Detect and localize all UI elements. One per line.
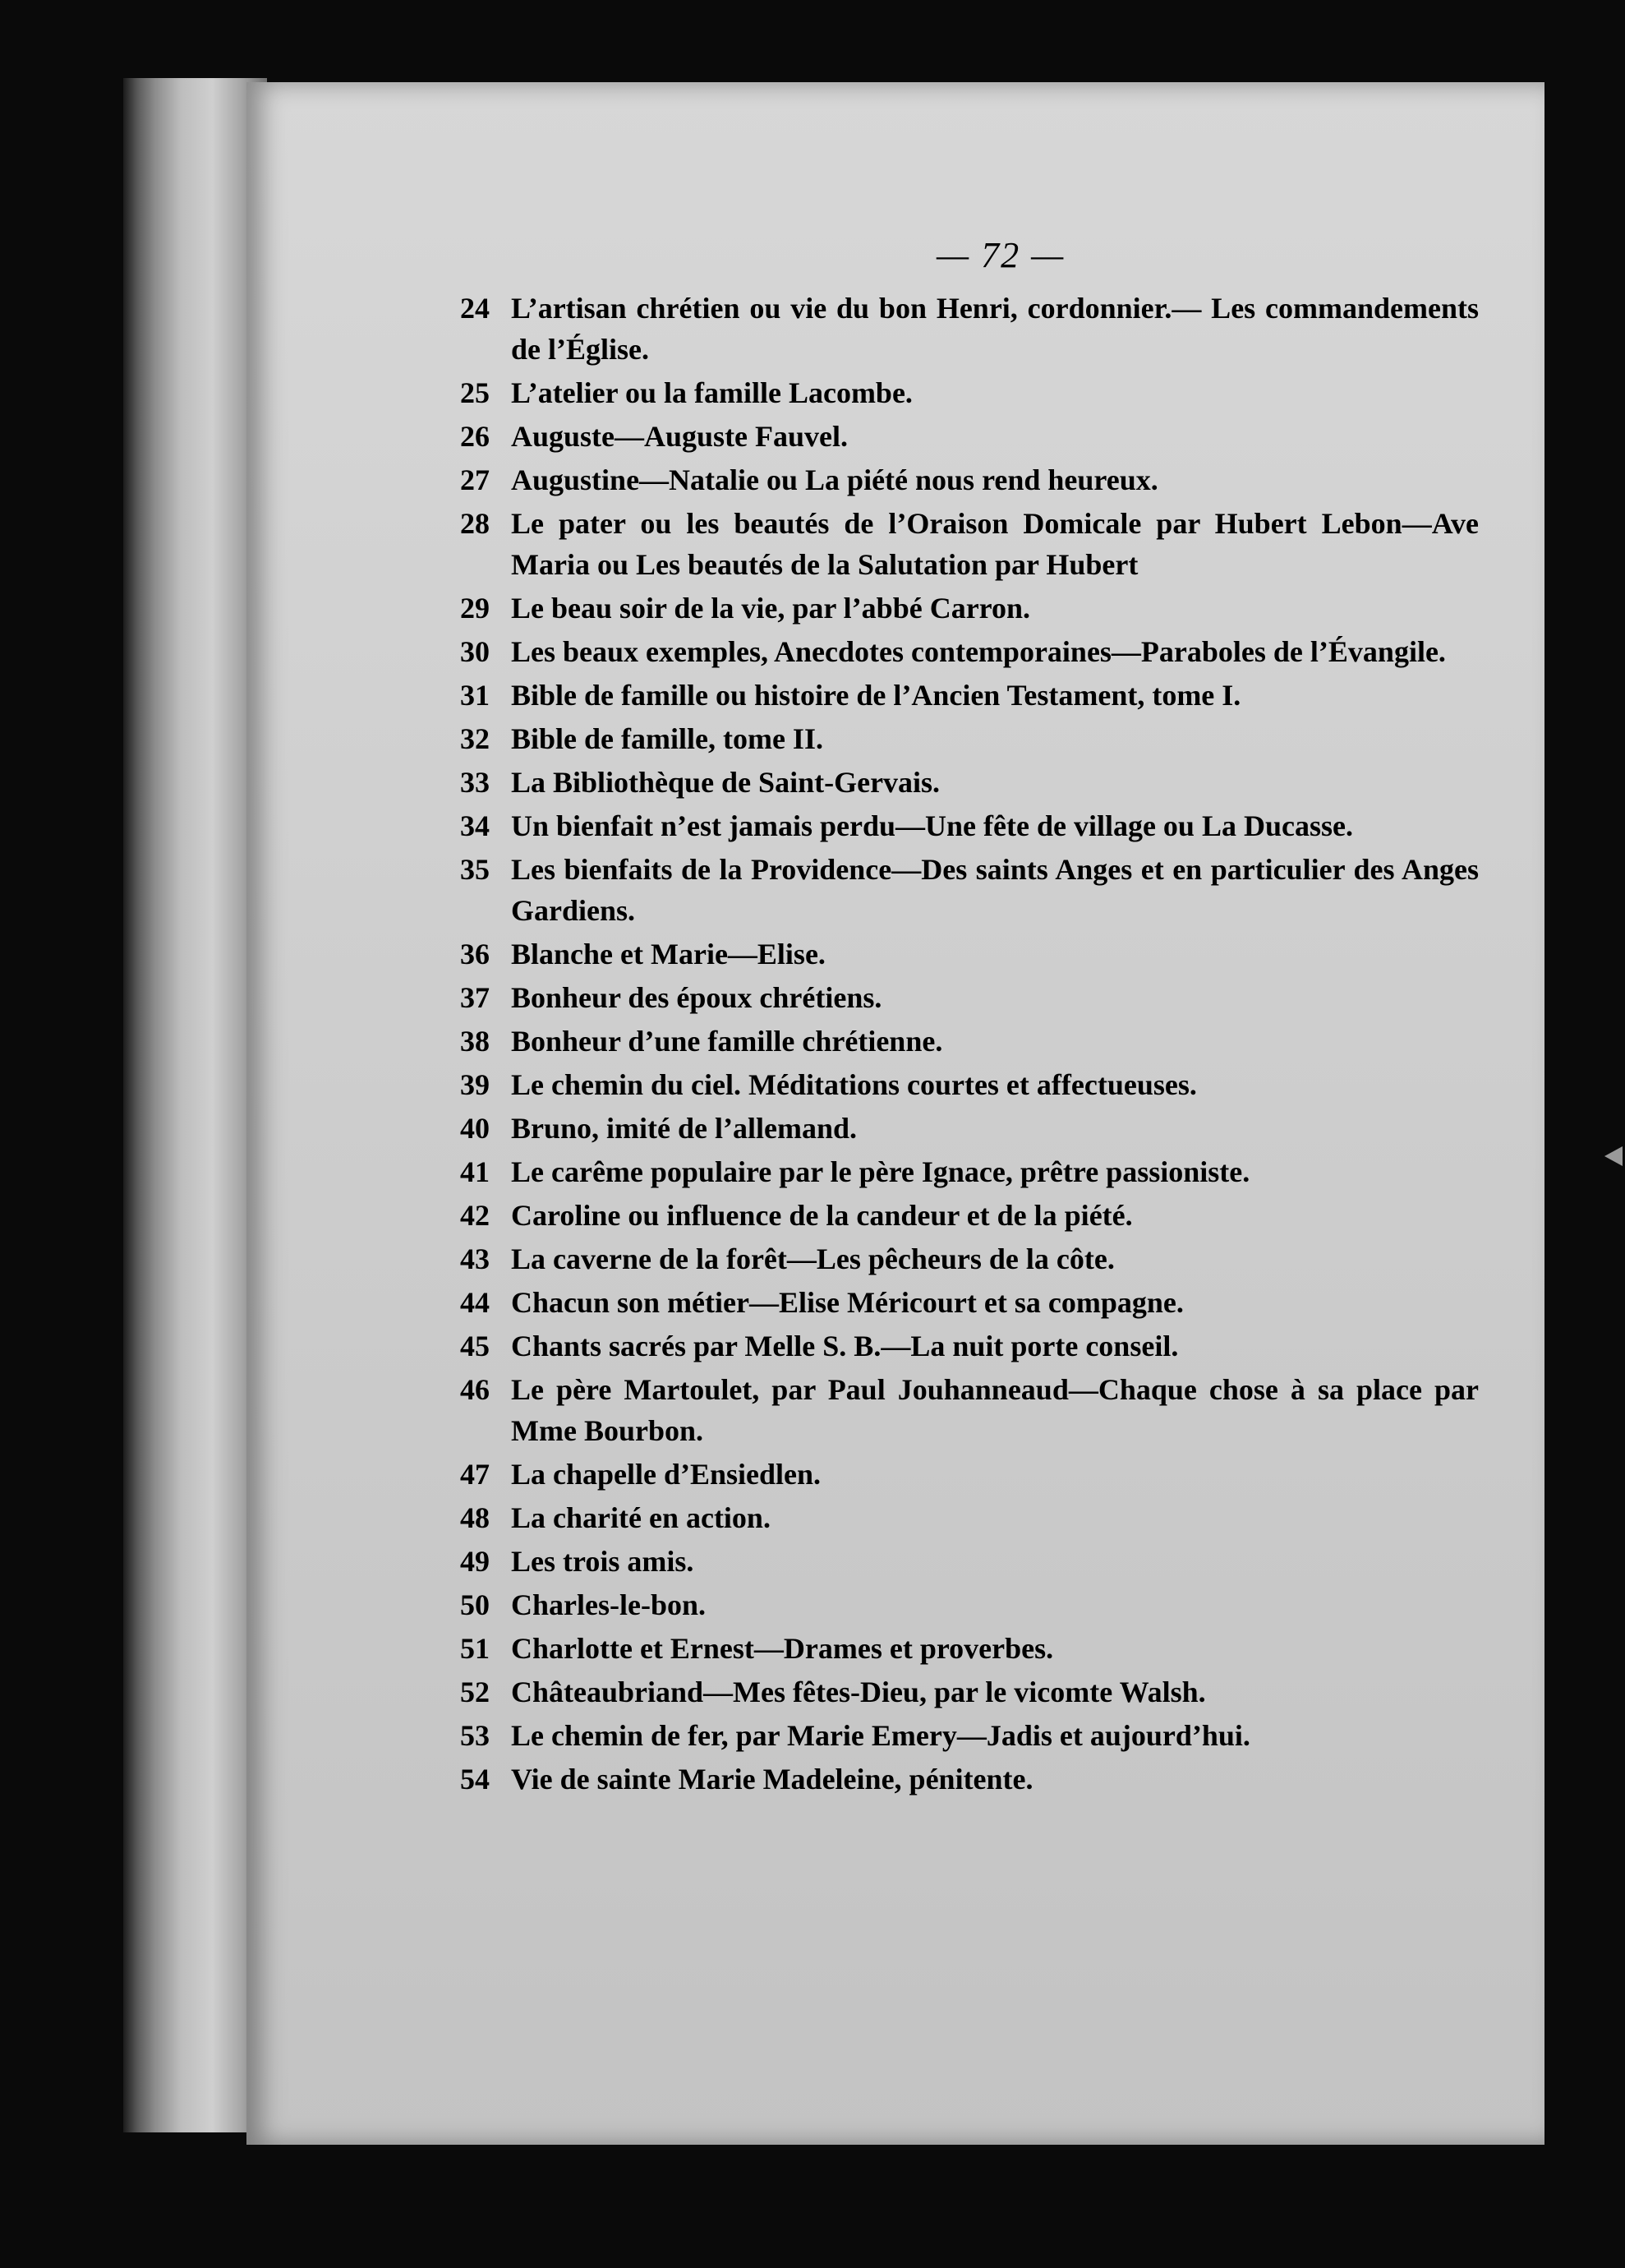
catalog-entry (460, 977, 1479, 1018)
entry-title: Le chemin du ciel. Méditations courtes et affectueuses. (511, 1068, 1197, 1101)
entry-title: Le pater ou les beautés de l’Oraison Domicale par Hubert Lebon—Ave Maria ou Les beautés de la Salutation par Hubert (511, 507, 1479, 581)
entry-title: Bible de famille ou histoire de l’Ancien Testament, tome I. (511, 679, 1241, 712)
entry-number: 27 (460, 463, 490, 496)
catalog-entry (460, 1151, 1479, 1192)
entry-title: Un bienfait n’est jamais perdu—Une fête de village ou La Ducasse. (511, 809, 1353, 842)
catalog-entry (460, 1369, 1479, 1451)
entry-number: 35 (460, 853, 490, 886)
entry-number: 45 (460, 1330, 490, 1362)
entry-number: 29 (460, 592, 490, 625)
catalog-entry (460, 1282, 1479, 1323)
catalog-entry (460, 1454, 1479, 1495)
catalog-entry (460, 1671, 1479, 1713)
entry-title: Blanche et Marie—Elise. (511, 938, 826, 970)
catalog-entry (460, 1497, 1479, 1538)
catalog-entry (460, 805, 1479, 846)
catalog-entry (460, 1238, 1479, 1279)
entry-number: 25 (460, 376, 490, 409)
entry-number: 47 (460, 1458, 490, 1491)
entry-title: Le carême populaire par le père Ignace, prêtre passioniste. (511, 1155, 1250, 1188)
entry-title: Les trois amis. (511, 1545, 694, 1578)
entry-number: 42 (460, 1199, 490, 1232)
entry-number: 44 (460, 1286, 490, 1319)
entry-number: 50 (460, 1588, 490, 1621)
entry-title: Le père Martoulet, par Paul Jouhanneaud—Chaque chose à sa place par Mme Bourbon. (511, 1373, 1479, 1447)
entry-number: 54 (460, 1763, 490, 1796)
entry-number: 46 (460, 1373, 490, 1406)
catalog-entry (460, 631, 1479, 672)
catalog-entry (460, 1541, 1479, 1582)
catalog-entry (460, 675, 1479, 716)
entry-title: L’atelier ou la famille Lacombe. (511, 376, 913, 409)
entry-title: La chapelle d’Ensiedlen. (511, 1458, 822, 1491)
entry-number: 40 (460, 1112, 490, 1145)
entry-title: Caroline ou influence de la candeur et de la piété. (511, 1199, 1133, 1232)
book-binding-edge (123, 78, 267, 2132)
entry-title: Charles-le-bon. (511, 1588, 706, 1621)
entry-title: Le chemin de fer, par Marie Emery—Jadis et aujourd’hui. (511, 1719, 1250, 1752)
catalog-entry (460, 1325, 1479, 1367)
page-number: — 72 — (937, 235, 1066, 275)
entry-title: Le beau soir de la vie, par l’abbé Carron. (511, 592, 1031, 625)
entry-title: L’artisan chrétien ou vie du bon Henri, cordonnier.— Les commandements de l’Église. (511, 292, 1479, 366)
catalog-list (460, 288, 1479, 1802)
catalog-entry (460, 718, 1479, 759)
catalog-entry (460, 762, 1479, 803)
entry-number: 52 (460, 1676, 490, 1708)
entry-title: Bruno, imité de l’allemand. (511, 1112, 857, 1145)
catalog-entry (460, 588, 1479, 629)
catalog-entry (460, 1108, 1479, 1149)
entry-number: 43 (460, 1242, 490, 1275)
catalog-entry (460, 1021, 1479, 1062)
entry-title: Charlotte et Ernest—Drames et proverbes. (511, 1632, 1054, 1665)
catalog-entry (460, 288, 1479, 370)
entry-number: 51 (460, 1632, 490, 1665)
entry-number: 48 (460, 1501, 490, 1534)
entry-title: Chants sacrés par Melle S. B.—La nuit porte conseil. (511, 1330, 1179, 1362)
entry-number: 53 (460, 1719, 490, 1752)
entry-title: Augustine—Natalie ou La piété nous rend heureux. (511, 463, 1158, 496)
entry-title: Châteaubriand—Mes fêtes-Dieu, par le vicomte Walsh. (511, 1676, 1206, 1708)
entry-title: Les beaux exemples, Anecdotes contemporaines—Paraboles de l’Évangile. (511, 635, 1446, 668)
entry-number: 34 (460, 809, 490, 842)
entry-number: 28 (460, 507, 490, 540)
entry-number: 33 (460, 766, 490, 799)
margin-mark (1604, 1146, 1623, 1166)
catalog-entry (460, 933, 1479, 975)
catalog-entry (460, 849, 1479, 931)
entry-number: 36 (460, 938, 490, 970)
entry-number: 38 (460, 1025, 490, 1058)
entry-number: 37 (460, 981, 490, 1014)
entry-number: 31 (460, 679, 490, 712)
catalog-entry (460, 1628, 1479, 1669)
entry-number: 49 (460, 1545, 490, 1578)
catalog-entry (460, 1064, 1479, 1105)
entry-title: Chacun son métier—Elise Méricourt et sa compagne. (511, 1286, 1184, 1319)
entry-title: Bonheur des époux chrétiens. (511, 981, 882, 1014)
entry-title: La Bibliothèque de Saint-Gervais. (511, 766, 941, 799)
entry-number: 26 (460, 420, 490, 453)
catalog-entry (460, 1715, 1479, 1756)
entry-number: 41 (460, 1155, 490, 1188)
catalog-entry (460, 459, 1479, 500)
entry-title: Auguste—Auguste Fauvel. (511, 420, 849, 453)
catalog-entry (460, 1584, 1479, 1625)
entry-number: 39 (460, 1068, 490, 1101)
catalog-entry (460, 372, 1479, 413)
entry-title: La caverne de la forêt—Les pêcheurs de la côte. (511, 1242, 1115, 1275)
catalog-entry (460, 503, 1479, 585)
entry-number: 32 (460, 722, 490, 755)
catalog-entry (460, 1759, 1479, 1800)
entry-number: 30 (460, 635, 490, 668)
catalog-entry (460, 416, 1479, 457)
entry-title: Vie de sainte Marie Madeleine, pénitente. (511, 1763, 1033, 1796)
entry-title: Bonheur d’une famille chrétienne. (511, 1025, 943, 1058)
entry-title: La charité en action. (511, 1501, 771, 1534)
entry-title: Bible de famille, tome II. (511, 722, 823, 755)
catalog-entry (460, 1195, 1479, 1236)
entry-number: 24 (460, 292, 490, 325)
entry-title: Les bienfaits de la Providence—Des saints Anges et en particulier des Anges Gardiens. (511, 853, 1479, 927)
